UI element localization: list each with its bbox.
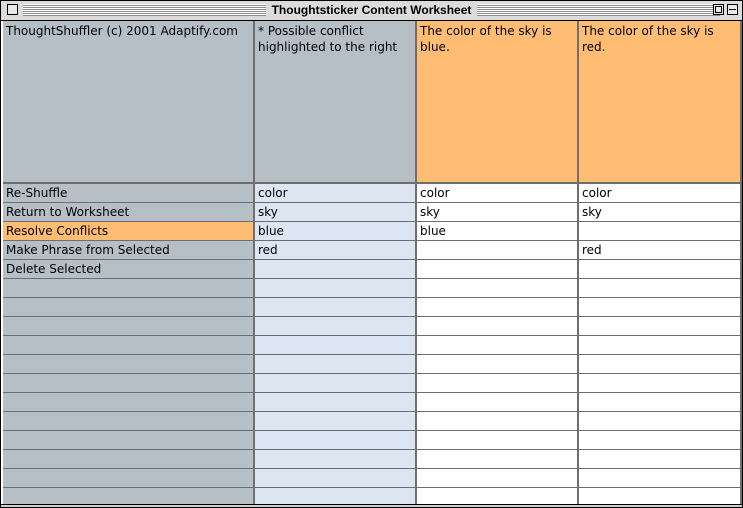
menu-empty-cell [3, 393, 255, 412]
menu-item-4[interactable]: Make Phrase from Selected [3, 241, 255, 260]
empty-cell[interactable] [417, 355, 579, 374]
empty-cell[interactable] [417, 317, 579, 336]
menu-empty-cell [3, 412, 255, 431]
empty-cell[interactable] [579, 469, 742, 488]
empty-cell[interactable] [579, 355, 742, 374]
menu-empty-cell [3, 374, 255, 393]
menu-empty-cell [3, 336, 255, 355]
empty-cell[interactable] [255, 450, 417, 469]
close-box-icon[interactable] [7, 4, 18, 15]
empty-cell[interactable] [255, 374, 417, 393]
menu-item-3[interactable]: Resolve Conflicts [3, 222, 255, 241]
empty-cell[interactable] [579, 374, 742, 393]
word-cell[interactable] [417, 241, 579, 260]
empty-cell[interactable] [417, 469, 579, 488]
word-cell[interactable]: color [579, 184, 742, 203]
word-cell[interactable] [417, 260, 579, 279]
word-cell[interactable]: sky [255, 203, 417, 222]
empty-cell[interactable] [579, 336, 742, 355]
word-cell[interactable]: blue [255, 222, 417, 241]
header-conflict-note: * Possible conflict highlighted to the right [255, 21, 417, 184]
empty-cell[interactable] [255, 412, 417, 431]
menu-item-2[interactable]: Return to Worksheet [3, 203, 255, 222]
word-cell[interactable]: red [579, 241, 742, 260]
empty-cell[interactable] [255, 393, 417, 412]
word-cell[interactable]: color [417, 184, 579, 203]
empty-cell[interactable] [255, 469, 417, 488]
collapse-box-icon[interactable] [727, 4, 738, 15]
menu-item-5[interactable]: Delete Selected [3, 260, 255, 279]
empty-cell[interactable] [579, 393, 742, 412]
menu-empty-cell [3, 431, 255, 450]
empty-cell[interactable] [255, 431, 417, 450]
empty-cell[interactable] [255, 298, 417, 317]
menu-empty-cell [3, 355, 255, 374]
empty-cell[interactable] [579, 450, 742, 469]
empty-cell[interactable] [417, 412, 579, 431]
empty-cell[interactable] [417, 393, 579, 412]
empty-cell[interactable] [255, 336, 417, 355]
window-title: Thoughtsticker Content Worksheet [266, 2, 478, 19]
word-cell[interactable] [255, 260, 417, 279]
empty-cell[interactable] [579, 431, 742, 450]
header-phrase-red[interactable]: The color of the sky is red. [579, 21, 742, 184]
empty-cell[interactable] [579, 298, 742, 317]
menu-empty-cell [3, 279, 255, 298]
empty-cell[interactable] [417, 298, 579, 317]
empty-cell[interactable] [579, 279, 742, 298]
word-cell[interactable]: sky [417, 203, 579, 222]
menu-empty-cell [3, 469, 255, 488]
word-cell[interactable] [579, 260, 742, 279]
word-cell[interactable]: color [255, 184, 417, 203]
menu-empty-cell [3, 298, 255, 317]
menu-empty-cell [3, 317, 255, 336]
window-bottom-edge [1, 504, 742, 508]
word-cell[interactable]: red [255, 241, 417, 260]
empty-cell[interactable] [255, 355, 417, 374]
zoom-box-icon[interactable] [713, 4, 724, 15]
empty-cell[interactable] [417, 431, 579, 450]
word-cell[interactable]: blue [417, 222, 579, 241]
empty-cell[interactable] [255, 317, 417, 336]
empty-cell[interactable] [417, 279, 579, 298]
empty-cell[interactable] [255, 279, 417, 298]
header-phrase-blue[interactable]: The color of the sky is blue. [417, 21, 579, 184]
empty-cell[interactable] [417, 336, 579, 355]
word-cell[interactable]: sky [579, 203, 742, 222]
word-cell[interactable] [579, 222, 742, 241]
title-bar[interactable] [1, 1, 742, 21]
menu-empty-cell [3, 450, 255, 469]
empty-cell[interactable] [579, 317, 742, 336]
empty-cell[interactable] [579, 412, 742, 431]
empty-cell[interactable] [417, 450, 579, 469]
empty-cell[interactable] [417, 374, 579, 393]
menu-item-1[interactable]: Re-Shuffle [3, 184, 255, 203]
header-copyright: ThoughtShuffler (c) 2001 Adaptify.com [3, 21, 255, 184]
